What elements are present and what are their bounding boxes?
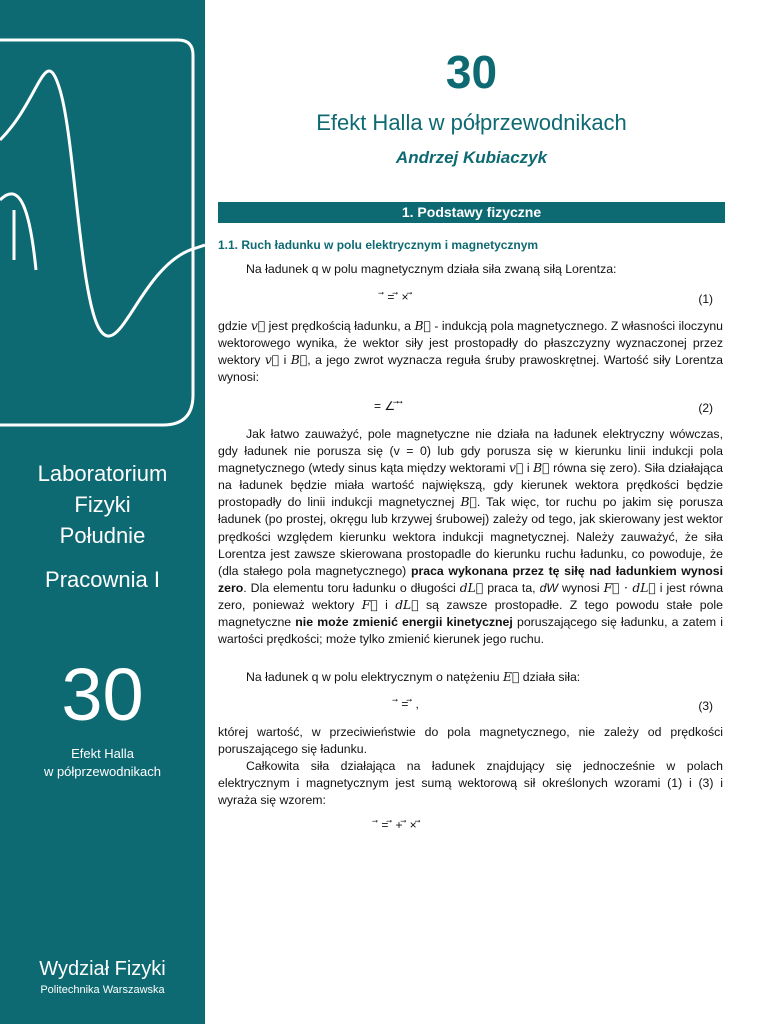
equation-1-body: ⃗ = ⃗ × ⃗ [384, 290, 413, 304]
equation-4 [218, 818, 713, 838]
university-name: Politechnika Warszawska [40, 984, 165, 996]
paragraph-electric-force-value: której wartość, w przeciwieństwie do pola magnetycznego, nie zależy od prędkości poruszającego się ładunku. [218, 725, 723, 757]
lab-name-line2: Fizyki [74, 492, 131, 517]
paragraph-lorentz-intro: Na ładunek q w polu magnetycznym działa siła zwaną siłą Lorentza: [246, 262, 617, 276]
lab-room: Pracownia I [45, 567, 160, 592]
equation-2 [218, 399, 713, 419]
equation-3 [218, 697, 713, 717]
equation-4-body: ⃗ = ⃗ + ⃗ × ⃗ [378, 818, 421, 832]
page-title: Efekt Halla w półprzewodnikach [316, 110, 627, 135]
paragraph-magnetic-work: Jak łatwo zauważyć, pole magnetyczne nie działa na ładunek elektryczny wówczas, gdy ładunek nie porusza się (v = 0) lub gdy porusza się w kierunku linii indukcji pola magnetycznego (wtedy sinus kąta między wektorami v⃗ i B⃗ równa się zero). Siła działająca na ładunek będzie miała wartość największą, gdy kierunek wektora prędkości będzie prostopadły do linii indukcji magnetycznej B⃗. Tak więc, tor ruchu po jakim się porusza ładunek (po prostej, okręgu lub krzywej śrubowej) zależy od tego, jak skierowany jest wektor prędkości względem kierunku wektora indukcji magnetycznej. Należy zauważyć, że siła Lorentza jest zawsze skierowana prostopadle do kierunku ruchu ładunku, co powoduje, że (dla stałego pola magnetycznego) praca wykonana przez tę siłę nad ładunkiem wynosi zero. Dla elementu toru ładunku o długości dL⃗ praca ta, dW wynosi F⃗ · dL⃗ i jest równa zero, ponieważ wektory F⃗ i dL⃗ są zawsze prostopadłe. Z tego powodu stałe pole magnetyczne nie może zmienić energii kinetycznej poruszającego się ładunku, a zatem i wartości prędkości; może tylko zmienić kierunek jego ruchu. [218, 427, 724, 647]
equation-3-number: (3) [698, 699, 713, 713]
author: Andrzej Kubiaczyk [395, 148, 548, 167]
paragraph-lorentz-description: gdzie v⃗ jest prędkością ładunku, a B⃗ - indukcją pola magnetycznego. Z własności iloczynu wektorowego wynika, że wektor siły jest prostopadły do płaszczyzny wyznaczonej przez wektory v⃗ i B⃗, a jego zwrot wyznacza reguła śruby prawoskrętnej. Wartość siły Lorentza wynosi: [218, 319, 724, 385]
equation-2-body: = ∠ ⃗ ⃗ [374, 399, 403, 413]
lab-logo-icon [0, 0, 205, 430]
equation-3-body: ⃗ = ⃗ , [398, 697, 419, 711]
faculty-name: Wydział Fizyki [39, 958, 166, 980]
sidebar-title-line2: w półprzewodnikach [43, 764, 162, 779]
subsection-heading: 1.1. Ruch ładunku w polu elektrycznym i magnetycznym [218, 238, 539, 252]
exercise-number: 30 [445, 46, 498, 98]
lab-name [0, 458, 205, 551]
lab-name-line1: Laboratorium [37, 461, 168, 486]
section-heading: 1. Podstawy fizyczne [218, 202, 725, 223]
lab-name-line3: Południe [59, 523, 146, 548]
sidebar-exercise-number: 30 [61, 653, 144, 736]
equation-1-number: (1) [698, 292, 713, 306]
sidebar-exercise-title [0, 745, 205, 781]
paragraph-total-force: Całkowita siła działająca na ładunek znajdujący się jednocześnie w polach elektrycznym i magnetycznym jest sumą wektorową sił określonych wzorami (1) i (3) i wyraża się wzorem: [218, 759, 723, 808]
equation-2-number: (2) [698, 401, 713, 415]
sidebar [0, 0, 205, 1024]
equation-1 [218, 290, 713, 310]
sidebar-title-line1: Efekt Halla [71, 746, 134, 761]
paragraph-electric-force: Na ładunek q w polu elektrycznym o natężeniu E⃗ działa siła: [246, 670, 581, 684]
